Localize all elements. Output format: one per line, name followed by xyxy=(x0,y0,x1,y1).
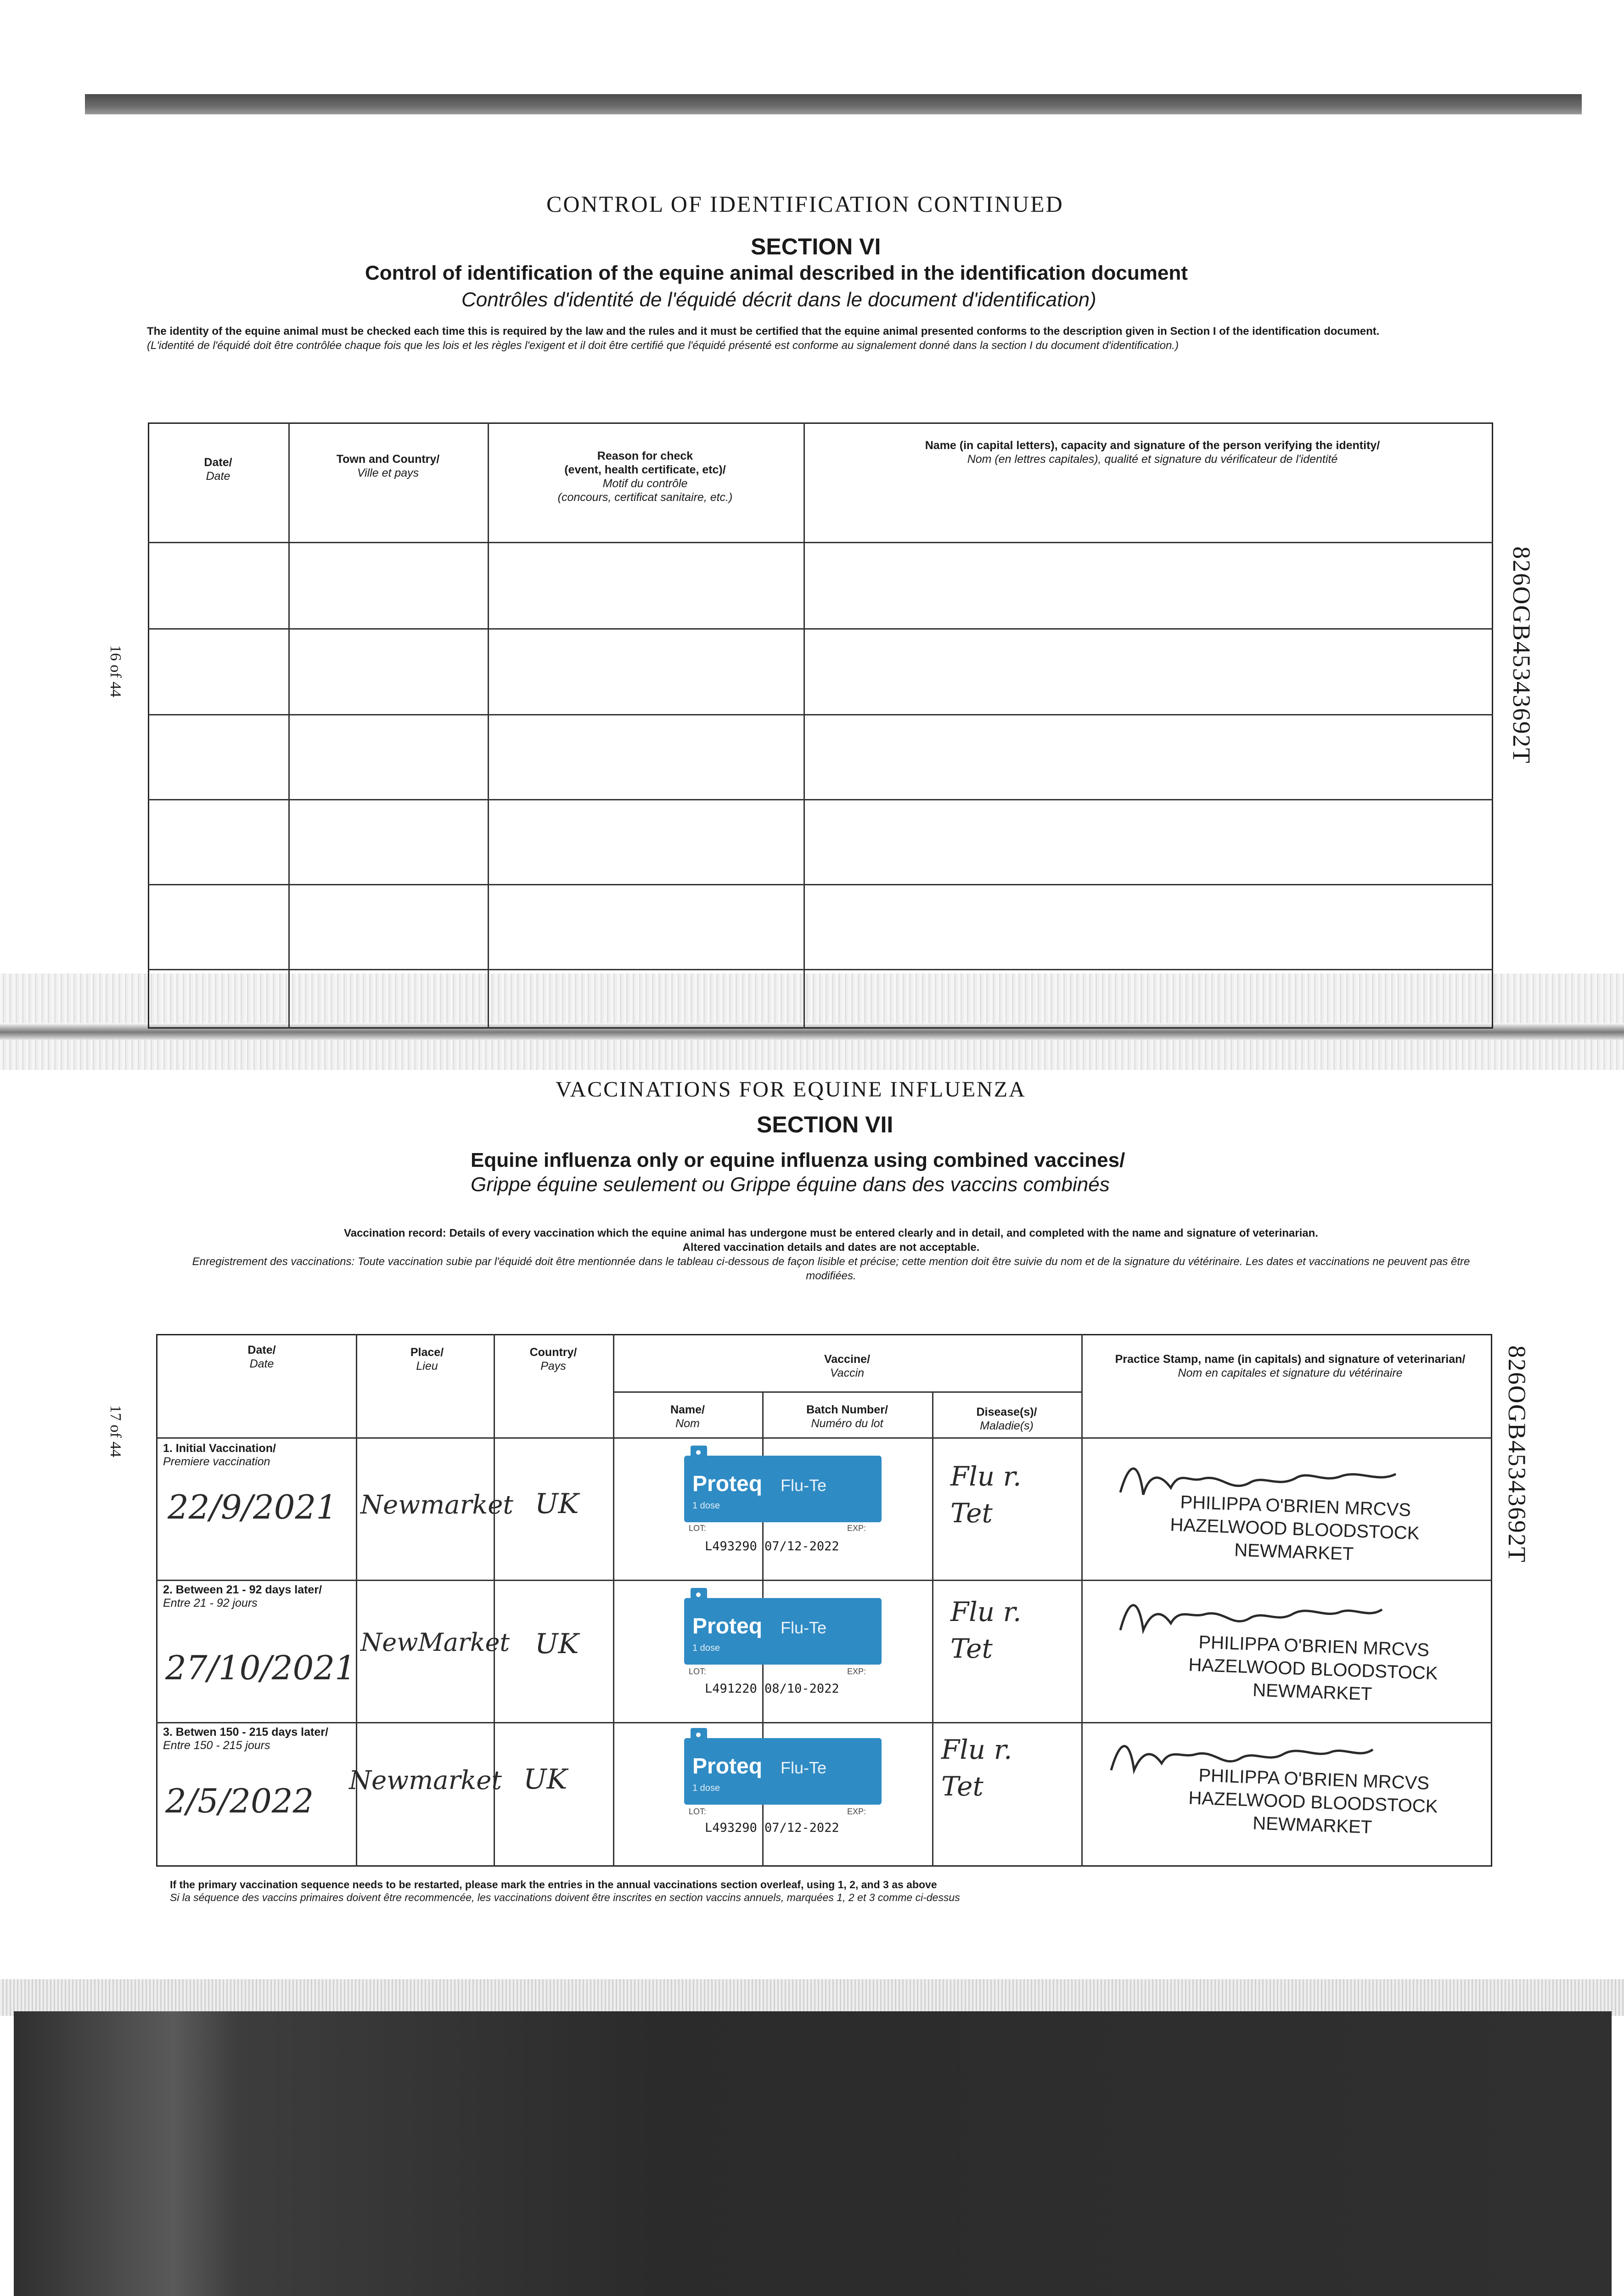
footnote: If the primary vaccination sequence needs to be restarted, please mark the entries in the annual vaccinations section overleaf, using 1, 2, and 3 as above Si la séquence des vaccins primaires doivent être recommencée, les vaccinations doivent être inscrites en section vaccins annuels, marquées 1, 2 et 3 comme ci-dessus xyxy=(170,1879,960,1903)
row-divider xyxy=(148,969,1493,970)
col-header-disease: Disease(s)/ Maladie(s) xyxy=(976,1406,1037,1432)
row-divider xyxy=(148,799,1493,800)
row-divider xyxy=(156,1580,1492,1581)
vet-stamp-2: PHILIPPA O'BRIEN MRCVS HAZELWOOD BLOODSTOCK NEWMARKET xyxy=(1188,1632,1439,1705)
col-divider xyxy=(288,422,290,1029)
section7-title-fr: Grippe équine seulement ou Grippe équine dans des vaccins combinés xyxy=(471,1173,1110,1196)
scan-bottom-shadow xyxy=(14,2011,1612,2296)
col-divider xyxy=(804,422,805,1029)
vaccination-place-1: Newmarket xyxy=(360,1490,513,1520)
vaccine-sticker-3: Proteq Flu-Te 1 dose xyxy=(684,1738,882,1805)
vaccination-date-1: 22/9/2021 xyxy=(168,1488,337,1526)
vaccination-country-1: UK xyxy=(535,1488,579,1520)
page-number-17: 17 of 44 xyxy=(107,1405,124,1458)
vaccination-place-3: Newmarket xyxy=(349,1766,502,1795)
section6-intro-en: The identity of the equine animal must be checked each time this is required by the law and the rules and it must be certified that the equine animal presented conforms to the description given in Section I of the identification document. xyxy=(147,325,1380,338)
sticker-tab xyxy=(691,1446,707,1459)
row-label-second: 2. Between 21 - 92 days later/ Entre 21 - 92 jours xyxy=(163,1583,322,1609)
col-header-place: Place/ Lieu xyxy=(410,1346,444,1373)
scan-edge-top xyxy=(85,94,1582,114)
row-divider xyxy=(148,714,1493,715)
sticker-tab xyxy=(691,1588,707,1602)
vaccination-record-note: Vaccination record: Details of every vaccination which the equine animal has undergone must be entered clearly and in detail, and completed with the name and signature of veterinarian. Altered vaccination details and dates are not acceptable. Enregistrement des vaccinations: Toute vaccination subie par l'équidé doit être mentionnée dans le tableau ci-dessous de façon lisible et précise; cette mention doit être suivie du nom et de la signature du vétérinaire. Les dates et vaccinations ne peuvent pas être modifiées. xyxy=(192,1227,1470,1282)
vaccination-place-2: NewMarket xyxy=(360,1628,510,1657)
vaccination-date-2: 27/10/2021 xyxy=(165,1649,356,1687)
col-header-reason: Reason for check (event, health certificate, etc)/ Motif du contrôle (concours, certificat sanitaire, etc.) xyxy=(557,450,733,504)
document-code-bottom: 826OGB45343692T xyxy=(1503,1345,1531,1563)
row-divider xyxy=(156,1722,1492,1723)
col-header-vaccine-name: Name/ Nom xyxy=(670,1403,705,1430)
section6-intro xyxy=(147,324,1478,353)
section6-heading: SECTION VI xyxy=(751,234,881,259)
batch-number-1: L493290 07/12-2022 xyxy=(705,1539,839,1553)
disease-3: Flu r. Tet xyxy=(941,1734,1012,1802)
scan-bottom-band xyxy=(0,1979,1624,2016)
col-header-vaccine: Vaccine/ Vaccin xyxy=(824,1353,871,1379)
row-label-third: 3. Betwen 150 - 215 days later/ Entre 150 - 215 jours xyxy=(163,1726,328,1752)
disease-2: Flu r. Tet xyxy=(950,1596,1022,1664)
col-header-country: Country/ Pays xyxy=(529,1346,577,1373)
col-header-batch: Batch Number/ Numéro du lot xyxy=(806,1403,888,1430)
col-divider xyxy=(1081,1334,1083,1867)
row-divider xyxy=(156,1437,1492,1439)
vaccine-sticker-1: Proteq Flu-Te 1 dose xyxy=(684,1456,882,1522)
col-header-date: Date/ Date xyxy=(204,456,232,483)
col-header-town: Town and Country/ Ville et pays xyxy=(336,453,440,479)
section7-heading: SECTION VII xyxy=(757,1112,893,1137)
section6-title-en: Control of identification of the equine animal described in the identification document xyxy=(365,262,1188,284)
section6-banner: CONTROL OF IDENTIFICATION CONTINUED xyxy=(546,191,1064,217)
col-header-vet-stamp: Practice Stamp, name (in capitals) and signature of veterinarian/ Nom en capitales et signature du vétérinaire xyxy=(1115,1353,1466,1379)
page-number-16: 16 of 44 xyxy=(107,645,124,698)
col-divider xyxy=(488,422,489,1029)
batch-number-2: L491220 08/10-2022 xyxy=(705,1682,839,1696)
identity-check-table xyxy=(148,422,1493,1029)
row-divider xyxy=(148,542,1493,543)
sticker-tab xyxy=(691,1728,707,1742)
subheader-divider xyxy=(613,1391,1081,1393)
batch-number-3: L493290 07/12-2022 xyxy=(705,1821,839,1835)
col-header-verifier: Name (in capital letters), capacity and signature of the person verifying the identity/ Nom (en lettres capitales), qualité et signature du vérificateur de l'identité xyxy=(925,439,1380,466)
vet-stamp-1: PHILIPPA O'BRIEN MRCVS HAZELWOOD BLOODSTOCK NEWMARKET xyxy=(1169,1492,1420,1564)
row-divider xyxy=(148,884,1493,885)
vaccination-country-3: UK xyxy=(523,1763,568,1795)
col-divider xyxy=(613,1334,614,1867)
col-header-date: Date/ Date xyxy=(247,1344,276,1370)
disease-1: Flu r. Tet xyxy=(950,1461,1022,1529)
section7-title-en: Equine influenza only or equine influenza using combined vaccines/ xyxy=(471,1149,1125,1171)
col-divider xyxy=(932,1391,933,1867)
vaccination-country-2: UK xyxy=(535,1628,579,1660)
section6-title-fr: Contrôles d'identité de l'équidé décrit dans le document d'identification) xyxy=(461,288,1096,311)
document-code-top: 826OGB45343692T xyxy=(1508,546,1535,764)
vaccine-sticker-2: Proteq Flu-Te 1 dose xyxy=(684,1598,882,1665)
vaccination-date-3: 2/5/2022 xyxy=(165,1782,314,1820)
row-divider xyxy=(148,628,1493,630)
section7-banner: VACCINATIONS FOR EQUINE INFLUENZA xyxy=(556,1077,1026,1102)
vet-stamp-3: PHILIPPA O'BRIEN MRCVS HAZELWOOD BLOODSTOCK NEWMARKET xyxy=(1188,1765,1439,1838)
row-label-initial: 1. Initial Vaccination/ Premiere vaccination xyxy=(163,1442,276,1468)
section6-intro-fr: (L'identité de l'équidé doit être contrôlée chaque fois que les lois et les règles l'exigent et il doit être certifié que l'équidé présenté est conforme au signalement donné dans la section I du document d'identification.) xyxy=(147,339,1179,352)
